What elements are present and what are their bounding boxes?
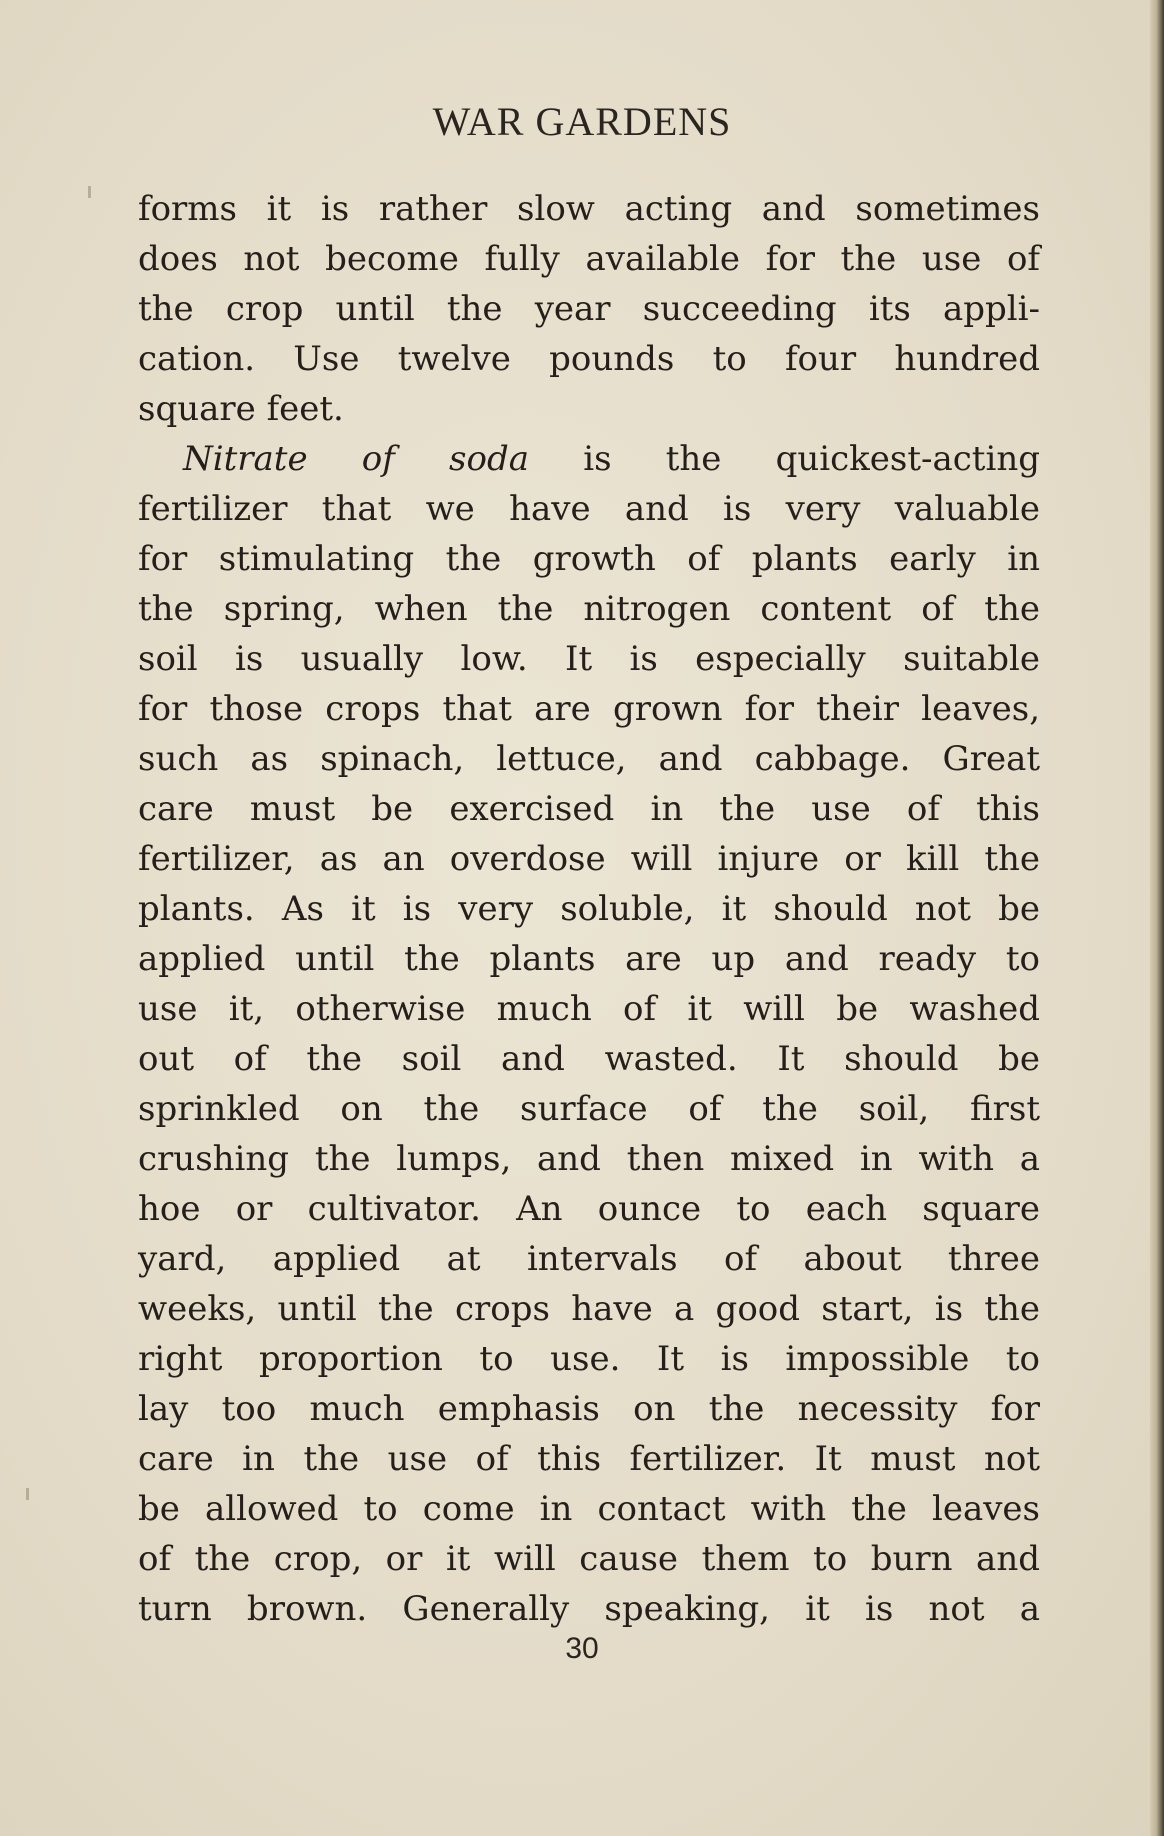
text-line: does not become fully available for the use of <box>138 239 1040 279</box>
text-line: of the crop, or it will cause them to burn and <box>138 1539 1040 1579</box>
text-line: right proportion to use. It is impossible to <box>138 1339 1040 1379</box>
text-line: crushing the lumps, and then mixed in with a <box>138 1139 1040 1179</box>
text-line: yard, applied at intervals of about three <box>138 1239 1040 1279</box>
text-line: weeks, until the crops have a good start, is the <box>138 1289 1040 1329</box>
page-edge-shadow <box>1150 0 1164 1836</box>
text-line: use it, otherwise much of it will be washed <box>138 989 1040 1029</box>
text-line: such as spinach, lettuce, and cabbage. Great <box>138 739 1040 779</box>
text-line: for those crops that are grown for their leaves, <box>138 689 1040 729</box>
paper-speck <box>88 186 91 198</box>
text-line: for stimulating the growth of plants early in <box>138 539 1040 579</box>
text-line: the spring, when the nitrogen content of the <box>138 589 1040 629</box>
body-text <box>138 184 1040 1634</box>
text-line: sprinkled on the surface of the soil, first <box>138 1089 1040 1129</box>
italic-term: Nitrate of soda <box>183 439 529 479</box>
text-line: soil is usually low. It is especially suitable <box>138 639 1040 679</box>
running-head: WAR GARDENS <box>432 99 732 144</box>
text-line: forms it is rather slow acting and sometimes <box>138 189 1040 229</box>
text-line: applied until the plants are up and ready to <box>138 939 1040 979</box>
page-number: 30 <box>565 1632 599 1665</box>
text-line: be allowed to come in contact with the leaves <box>138 1489 1040 1529</box>
text-line: square feet. <box>138 389 344 429</box>
text-line: fertilizer, as an overdose will injure or kill the <box>138 839 1040 879</box>
text-line: cation. Use twelve pounds to four hundred <box>138 339 1040 379</box>
text-line: turn brown. Generally speaking, it is not a <box>138 1589 1040 1629</box>
text-line: the crop until the year succeeding its appli- <box>138 289 1040 329</box>
text-line: lay too much emphasis on the necessity for <box>138 1389 1040 1429</box>
text-line: care must be exercised in the use of this <box>138 789 1040 829</box>
text-line: plants. As it is very soluble, it should not be <box>138 889 1040 929</box>
text-line: out of the soil and wasted. It should be <box>138 1039 1040 1079</box>
lead-line-rest: is the quickest-acting <box>529 439 1041 479</box>
text-line: fertilizer that we have and is very valuable <box>138 489 1040 529</box>
text-line: hoe or cultivator. An ounce to each square <box>138 1189 1040 1229</box>
text-line: care in the use of this fertilizer. It must not <box>138 1439 1040 1479</box>
paragraph-lead-line <box>138 434 1040 484</box>
paper-speck <box>26 1488 29 1500</box>
